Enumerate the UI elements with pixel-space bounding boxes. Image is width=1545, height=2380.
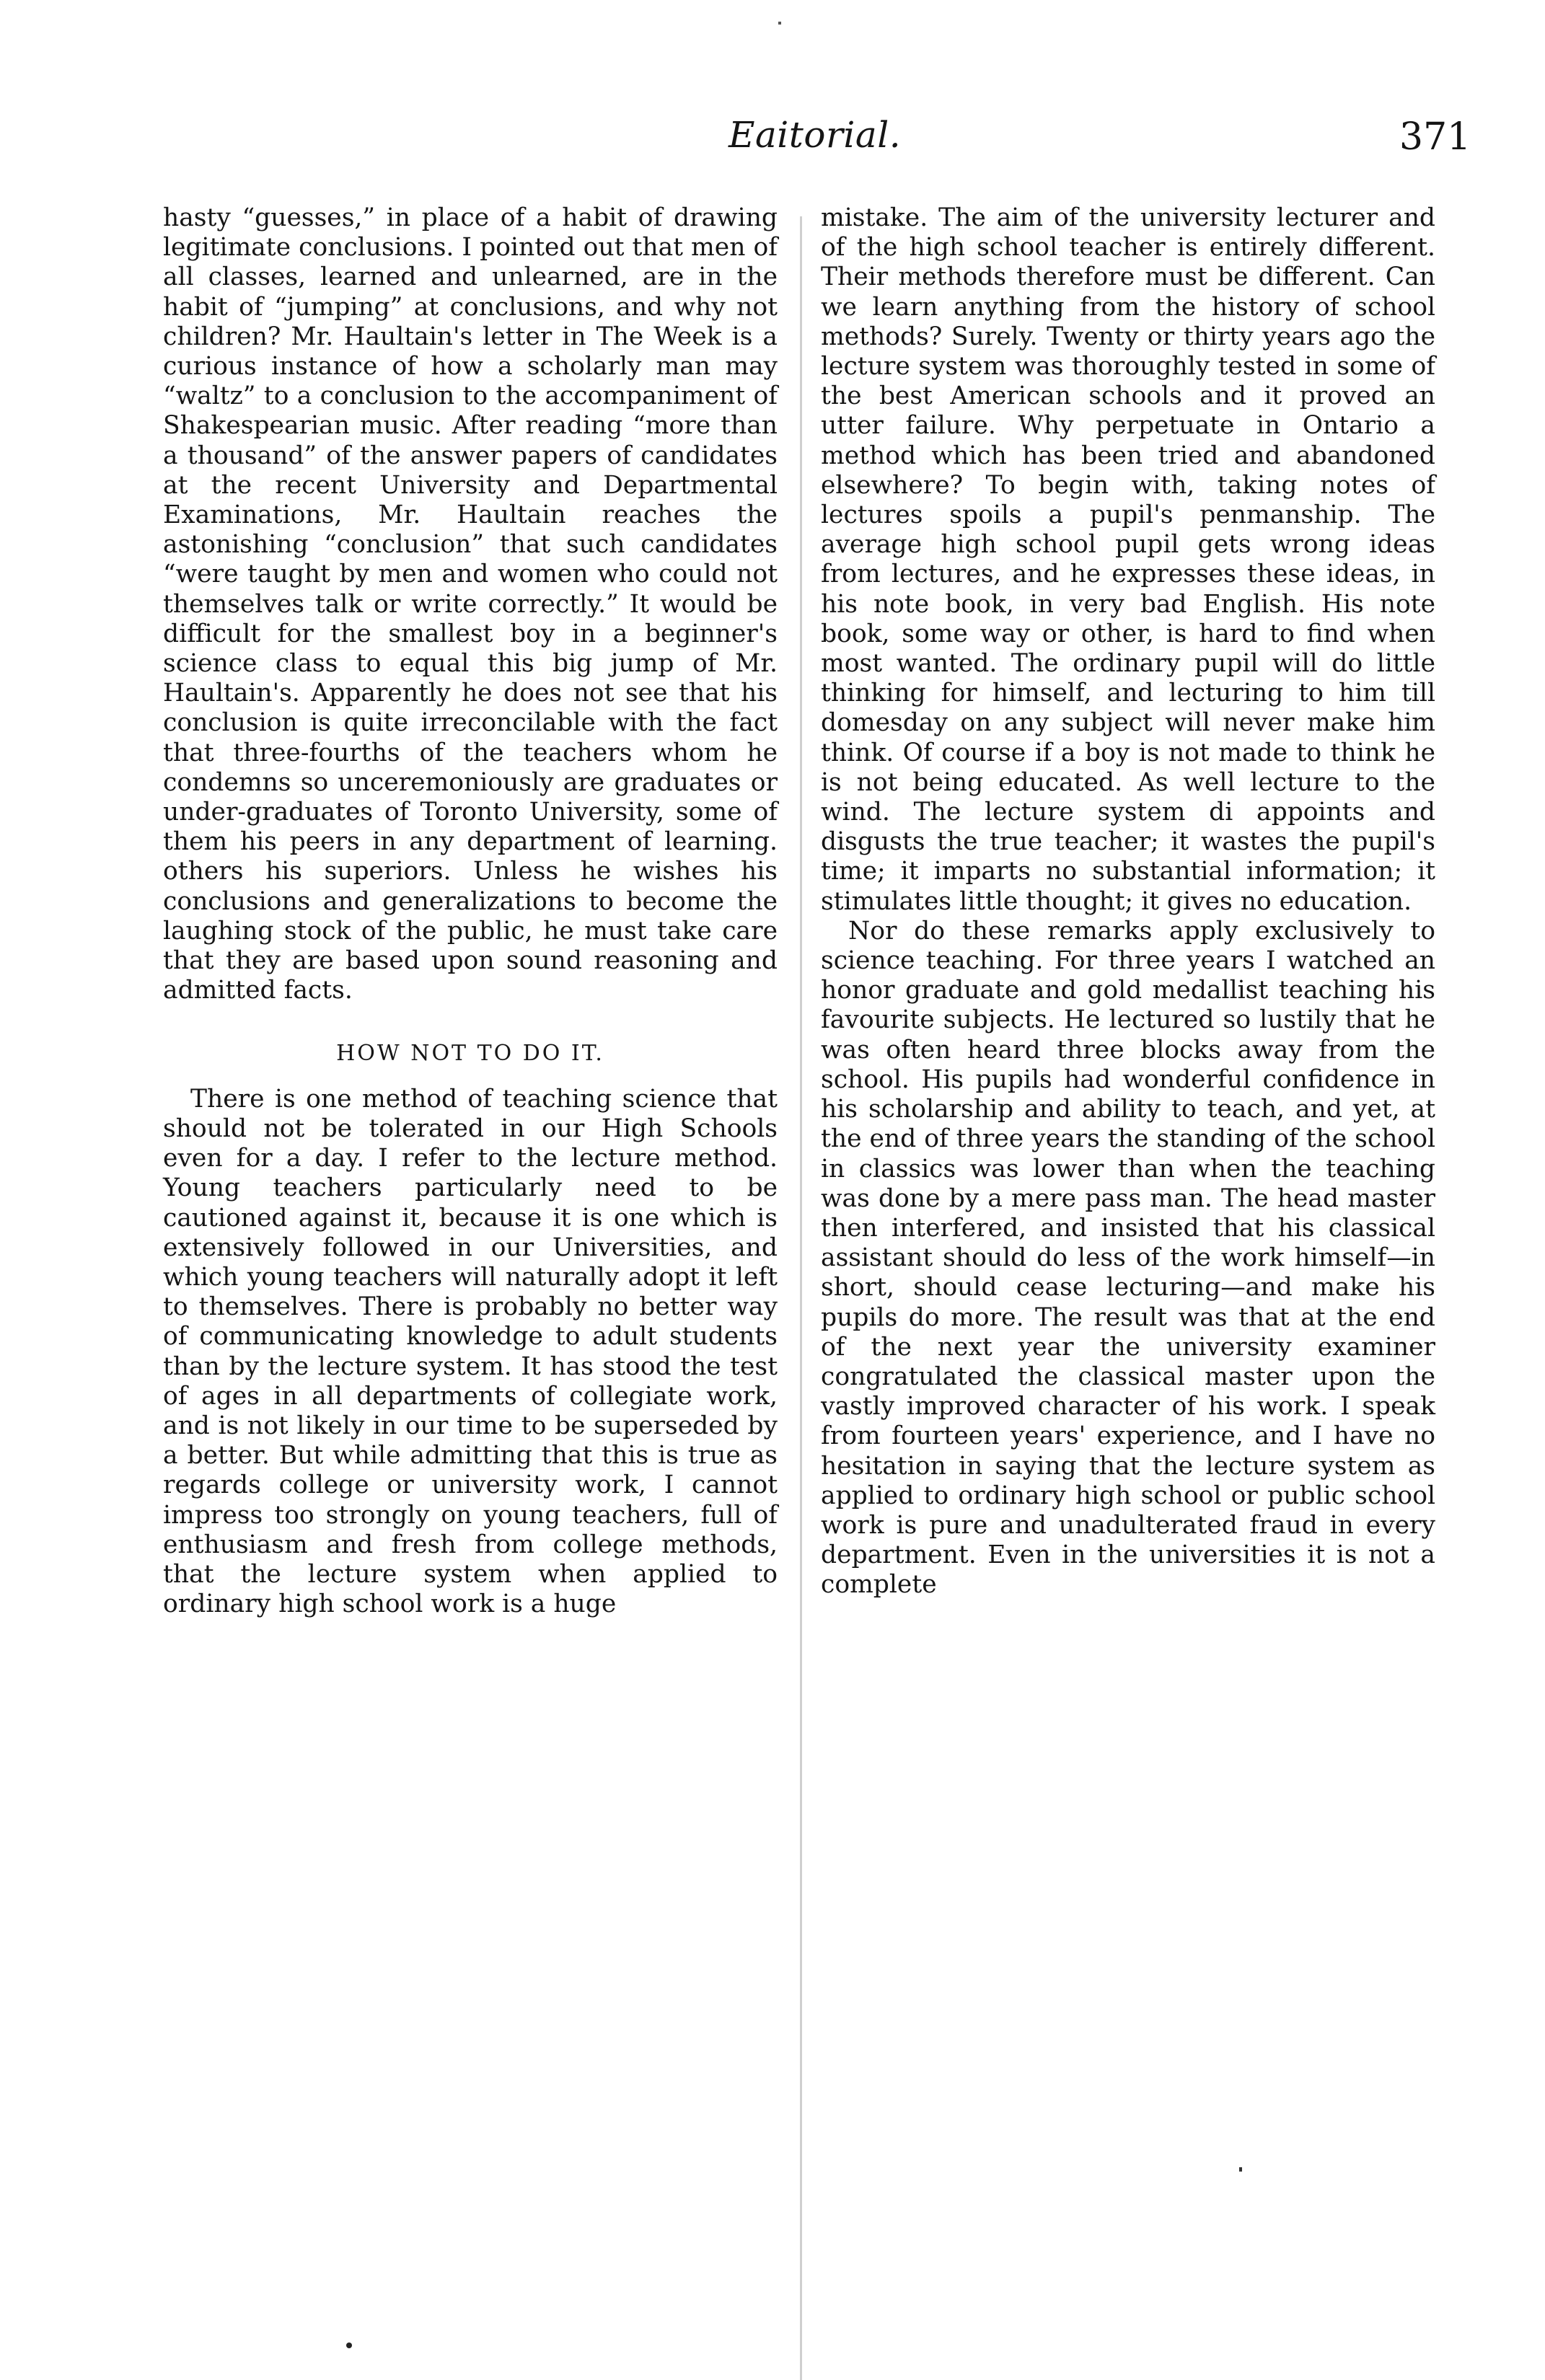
right-paragraph-2: Nor do these remarks apply exclusively to science teaching. For three years I watched an honor graduate and gold medallist teaching his favourite subjects. He lectured so lustily that he was often heard three blocks away from the school. His pupils had wonderful confidence in his scholarship and ability to teach, and yet, at the end of three years the standing of the school in classics was lower than when the teaching was done by a mere pass man. The head master then interfered, and insisted that his classical assistant should do less of the work himself—in short, should cease lecturing—and make his pupils do more. The result was that at the end of the next year the university examiner congratulated the classical master upon the vastly improved character of his work. I speak from fourteen years' experience, and I have no hesitation in saying that the lecture system as applied to ordinary high school or public school work is pure and unadulterated fraud in every department. Even in the universities it is not a complete xyxy=(821,916,1435,1600)
column-divider xyxy=(800,216,802,2380)
ink-speck xyxy=(1239,2167,1242,2172)
right-column xyxy=(821,203,1435,1600)
page-number: 371 xyxy=(1399,115,1471,159)
running-title: Eaitorial. xyxy=(729,114,902,156)
left-paragraph-1: hasty “guesses,” in place of a habit of drawing legitimate conclusions. I pointed out that men of all classes, learned and unlearned, are in the habit of “jumping” at conclusions, and why not children? Mr. Haultain's letter in The Week is a curious instance of how a scholarly man may “waltz” to a conclusion to the accompaniment of Shakespearian music. After reading “more than a thousand” of the answer papers of candidates at the recent University and Departmental Examinations, Mr. Haultain reaches the astonishing “conclusion” that such candidates “were taught by men and women who could not themselves talk or write correctly.” It would be difficult for the smallest boy in a beginner's science class to equal this big jump of Mr. Haultain's. Apparently he does not see that his conclusion is quite irreconcilable with the fact that three-fourths of the teachers whom he condemns so unceremoniously are graduates or under-graduates of Toronto University, some of them his peers in any department of learning. others his superiors. Unless he wishes his conclusions and generalizations to become the laughing stock of the public, he must take care that they are based upon sound reasoning and admitted facts. xyxy=(163,203,778,1005)
left-column xyxy=(163,203,778,1619)
section-heading: HOW NOT TO DO IT. xyxy=(336,1041,604,1067)
left-paragraph-2: There is one method of teaching science that should not be tolerated in our High Schools even for a day. I refer to the lecture method. Young teachers particularly need to be cautioned against it, because it is one which is extensively followed in our Universities, and which young teachers will naturally adopt it left to themselves. There is probably no better way of communicating knowledge to adult students than by the lecture system. It has stood the test of ages in all departments of collegiate work, and is not likely in our time to be superseded by a better. But while admitting that this is true as regards college or university work, I cannot impress too strongly on young teachers, full of enthusiasm and fresh from college methods, that the lecture system when applied to ordinary high school work is a huge xyxy=(163,1084,778,1619)
top-speck xyxy=(778,22,781,25)
right-paragraph-1: mistake. The aim of the university lecturer and of the high school teacher is entirely different. Their methods therefore must be different. Can we learn anything from the history of school methods? Surely. Twenty or thirty years ago the lecture system was thoroughly tested in some of the best American schools and it proved an utter failure. Why perpetuate in Ontario a method which has been tried and abandoned elsewhere? To begin with, taking notes of lectures spoils a pupil's penmanship. The average high school pupil gets wrong ideas from lectures, and he expresses these ideas, in his note book, in very bad English. His note book, some way or other, is hard to find when most wanted. The ordinary pupil will do little thinking for himself, and lecturing to him till domesday on any subject will never make him think. Of course if a boy is not made to think he is not being educated. As well lecture to the wind. The lecture system di appoints and disgusts the true teacher; it wastes the pupil's time; it imparts no substantial information; it stimulates little thought; it gives no education. xyxy=(821,203,1435,916)
ink-dot xyxy=(346,2342,352,2348)
